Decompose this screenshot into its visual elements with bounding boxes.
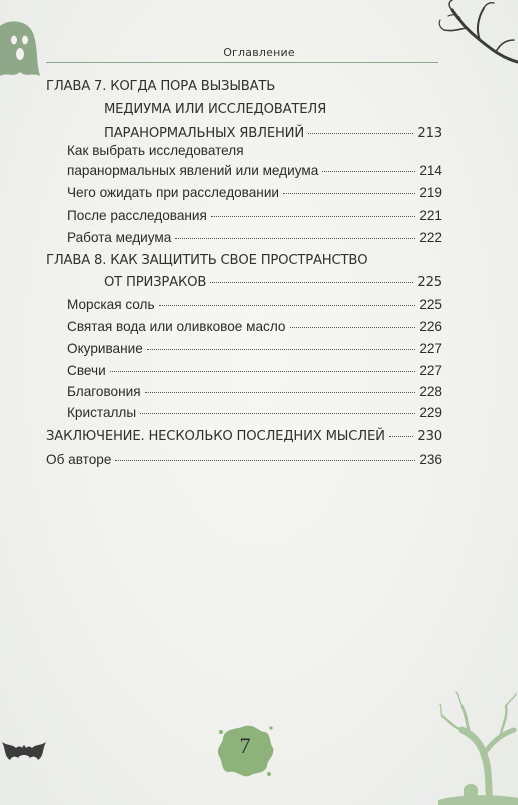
tree-with-tombstone-icon xyxy=(438,690,518,805)
page-number: 7 xyxy=(239,733,251,758)
toc-entry-title: Об авторе xyxy=(46,452,112,467)
dot-leader xyxy=(159,305,416,306)
toc-chapter-title: ГЛАВА 8. КАК ЗАЩИТИТЬ СВОЕ ПРОСТРАНСТВО xyxy=(46,253,368,268)
toc-page-number: 225 xyxy=(419,297,442,312)
dot-leader xyxy=(175,238,415,239)
page-number-badge xyxy=(215,722,275,778)
toc-entry[interactable] xyxy=(67,340,442,358)
toc-entry-title: Морская соль xyxy=(67,297,155,312)
toc-page-number: 213 xyxy=(417,126,442,141)
dot-leader xyxy=(283,193,415,194)
toc-entry[interactable] xyxy=(104,125,442,143)
dot-leader xyxy=(140,413,415,414)
toc-entry[interactable] xyxy=(46,451,442,469)
toc-entry[interactable] xyxy=(67,404,442,422)
toc-page-number: 227 xyxy=(419,363,442,378)
dot-leader xyxy=(211,216,415,217)
toc-page-number: 236 xyxy=(419,452,442,467)
toc-page-number: 221 xyxy=(419,208,442,223)
bat-icon xyxy=(2,738,46,764)
toc-entry[interactable] xyxy=(46,428,442,446)
toc-entry[interactable] xyxy=(67,362,442,380)
dot-leader xyxy=(308,133,413,134)
toc-entry[interactable] xyxy=(67,184,442,202)
toc-entry-title: ОТ ПРИЗРАКОВ xyxy=(104,275,207,290)
toc-entry-title: паранормальных явлений или медиума xyxy=(67,163,319,178)
toc-entry-title: После расследования xyxy=(67,208,207,223)
dot-leader xyxy=(210,282,413,283)
dot-leader xyxy=(110,371,416,372)
toc-entry[interactable] xyxy=(67,383,442,401)
toc-entry-title: ЗАКЛЮЧЕНИЕ. НЕСКОЛЬКО ПОСЛЕДНИХ МЫСЛЕЙ xyxy=(46,429,385,444)
toc-entry-title: Кристаллы xyxy=(67,405,137,420)
toc-page-number: 229 xyxy=(419,405,442,420)
page-header: Оглавление xyxy=(223,46,295,59)
toc-entry[interactable] xyxy=(104,274,442,292)
dot-leader xyxy=(322,171,415,172)
dot-leader xyxy=(115,460,415,461)
toc-entry[interactable] xyxy=(67,162,442,180)
toc-page-number: 227 xyxy=(419,341,442,356)
toc-entry-title: Окуривание xyxy=(67,341,143,356)
dot-leader xyxy=(290,327,416,328)
toc-entry-title: Благовония xyxy=(67,384,141,399)
toc-entry-title: Как выбрать исследователя xyxy=(67,143,244,158)
toc-page-number: 219 xyxy=(419,185,442,200)
toc-page-number: 214 xyxy=(419,163,442,178)
dot-leader xyxy=(389,436,414,437)
toc-entry[interactable] xyxy=(67,229,442,247)
toc-page-number: 230 xyxy=(417,429,442,444)
toc-chapter-title: ГЛАВА 7. КОГДА ПОРА ВЫЗЫВАТЬ xyxy=(46,79,276,94)
dot-leader xyxy=(145,392,416,393)
toc-entry[interactable] xyxy=(67,318,442,336)
toc-entry[interactable] xyxy=(67,296,442,314)
toc-page-number: 226 xyxy=(419,319,442,334)
toc-chapter-title: МЕДИУМА ИЛИ ИССЛЕДОВАТЕЛЯ xyxy=(104,102,327,117)
toc-entry-title: Свечи xyxy=(67,363,106,378)
toc-entry-title: Святая вода или оливковое масло xyxy=(67,319,286,334)
toc-page-number: 228 xyxy=(419,384,442,399)
toc-entry-title: Чего ожидать при расследовании xyxy=(67,185,280,200)
toc-entry-title: Работа медиума xyxy=(67,230,172,245)
toc-page-number: 225 xyxy=(417,275,442,290)
toc-page-number: 222 xyxy=(419,230,442,245)
toc-entry[interactable] xyxy=(67,207,442,225)
toc-entry-title: ПАРАНОРМАЛЬНЫХ ЯВЛЕНИЙ xyxy=(104,126,305,141)
dot-leader xyxy=(147,349,416,350)
